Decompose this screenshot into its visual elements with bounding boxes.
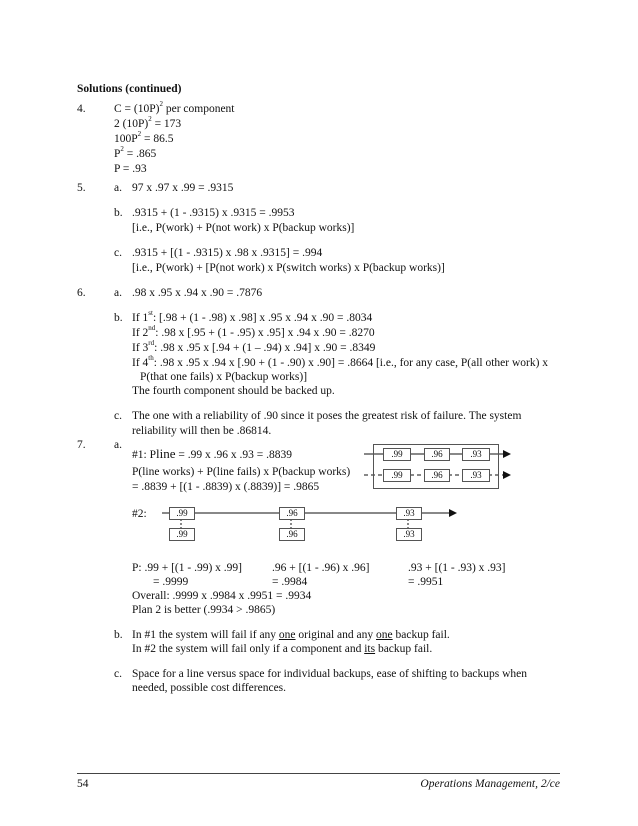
p6-b-line-5: P(that one fails) x P(backup works)]: [140, 371, 308, 383]
p7-calc2-line-1: .96 + [(1 - .96) x .96]: [272, 562, 370, 574]
p7-plan1-line-1: #1: Pline = .99 x .96 x .93 = .8839: [132, 446, 292, 461]
p6-b-line-1: If 1st: [.98 + (1 - .98) x .98] x .95 x .94 x .90 = .8034: [132, 309, 373, 324]
p4-line-1: $C = (10P)^2$ per component: [114, 100, 235, 115]
p7-c-label: c.: [114, 668, 122, 680]
p7-plan2-label: #2:: [132, 508, 147, 520]
p5-a-label: a.: [114, 182, 122, 194]
p7-b-label: b.: [114, 629, 123, 641]
p7-b-line-1: In #1 the system will fail if any one original and any one backup fail.: [132, 629, 450, 641]
p5-b-line-1: .9315 + (1 - .9315) x .9315 = .9953: [132, 207, 295, 219]
footer-rule: [77, 773, 560, 774]
plan1-row1-box-1: .99: [383, 448, 411, 461]
p6-b-line-3: If 3rd: .98 x .95 x [.94 + (1 – .94) x .94] x .90 = .8349: [132, 339, 376, 354]
p7-calc1-line-1: P: .99 + [(1 - .99) x .99]: [132, 562, 242, 574]
p5-b-line-2: [i.e., P(work) + P(not work) x P(backup works)]: [132, 222, 355, 234]
problem-6-number: 6.: [77, 287, 86, 299]
p7-c-line-2: needed, possible cost differences.: [132, 682, 287, 694]
section-heading: Solutions (continued): [77, 83, 182, 95]
p7-c-line-1: Space for a line versus space for individual backups, ease of shifting to backups when: [132, 668, 528, 680]
p6-a-text: .98 x .95 x .94 x .90 = .7876: [132, 287, 263, 299]
book-title: Operations Management, 2/ce: [420, 778, 560, 790]
plan1-row1-box-3: .93: [462, 448, 490, 461]
p6-b-line-2: If 2nd: .98 x [.95 + (1 - .95) x .95] x .94 x .90 = .8270: [132, 324, 375, 339]
p7-calc3-line-2: = .9951: [408, 576, 444, 588]
problem-4-number: 4.: [77, 103, 86, 115]
p7-overall: Overall: .9999 x .9984 x .9951 = .9934: [132, 590, 312, 602]
p7-b-line-2: In #2 the system will fail only if a component and its backup fail.: [132, 643, 433, 655]
p5-b-label: b.: [114, 207, 123, 219]
p4-line-4: $P^2 = .865$: [114, 145, 157, 160]
plan2-bottom-box-2: .96: [279, 528, 305, 541]
p6-c-line-1: The one with a reliability of .90 since it poses the greatest risk of failure. The system: [132, 410, 522, 422]
problem-5-number: 5.: [77, 182, 86, 194]
p7-plan1-line-2: P(line works) + P(line fails) x P(backup works): [132, 466, 351, 478]
p4-line-2: 2 $(10P)^2 = 173$: [114, 115, 182, 130]
p5-c-line-1: .9315 + [(1 - .9315) x .98 x .9315] = .994: [132, 247, 323, 259]
plan2-top-box-2: .96: [279, 507, 305, 520]
p5-c-line-2: [i.e., P(work) + [P(not work) x P(switch works) x P(backup works)]: [132, 262, 445, 274]
p5-a-text: 97 x .97 x .99 = .9315: [132, 182, 234, 194]
plan2-bottom-box-1: .99: [169, 528, 195, 541]
p4-line-5: P = .93: [114, 163, 147, 175]
p6-a-label: a.: [114, 287, 122, 299]
plan1-row1-box-2: .96: [424, 448, 450, 461]
problem-7-number: 7.: [77, 439, 86, 451]
p6-c-line-2: reliability will then be .86814.: [132, 425, 272, 437]
p6-b-line-4: If 4th: .98 x .95 x .94 x [.90 + (1 - .90) x .90] = .8664 [i.e., for any case, P(all other work) x: [132, 354, 549, 369]
plan2-top-box-1: .99: [169, 507, 195, 520]
p7-a-label: a.: [114, 439, 122, 451]
plan1-row2-box-2: .96: [424, 469, 450, 482]
p7-calc2-line-2: = .9984: [272, 576, 308, 588]
p5-c-label: c.: [114, 247, 122, 259]
plan1-row2-box-1: .99: [383, 469, 411, 482]
plan2-bottom-box-3: .93: [396, 528, 422, 541]
p7-calc3-line-1: .93 + [(1 - .93) x .93]: [408, 562, 506, 574]
page-number: 54: [77, 778, 89, 790]
p7-plan1-line-3: = .8839 + [(1 - .8839) x (.8839)] = .9865: [132, 481, 320, 493]
p4-line-3: $100P^2 = 86.5$: [114, 130, 174, 145]
plan2-top-box-3: .93: [396, 507, 422, 520]
p6-c-label: c.: [114, 410, 122, 422]
p7-conclusion: Plan 2 is better (.9934 > .9865): [132, 604, 276, 616]
p6-b-line-6: The fourth component should be backed up.: [132, 385, 335, 397]
p6-b-label: b.: [114, 312, 123, 324]
p7-calc1-line-2: = .9999: [153, 576, 189, 588]
plan1-row2-box-3: .93: [462, 469, 490, 482]
